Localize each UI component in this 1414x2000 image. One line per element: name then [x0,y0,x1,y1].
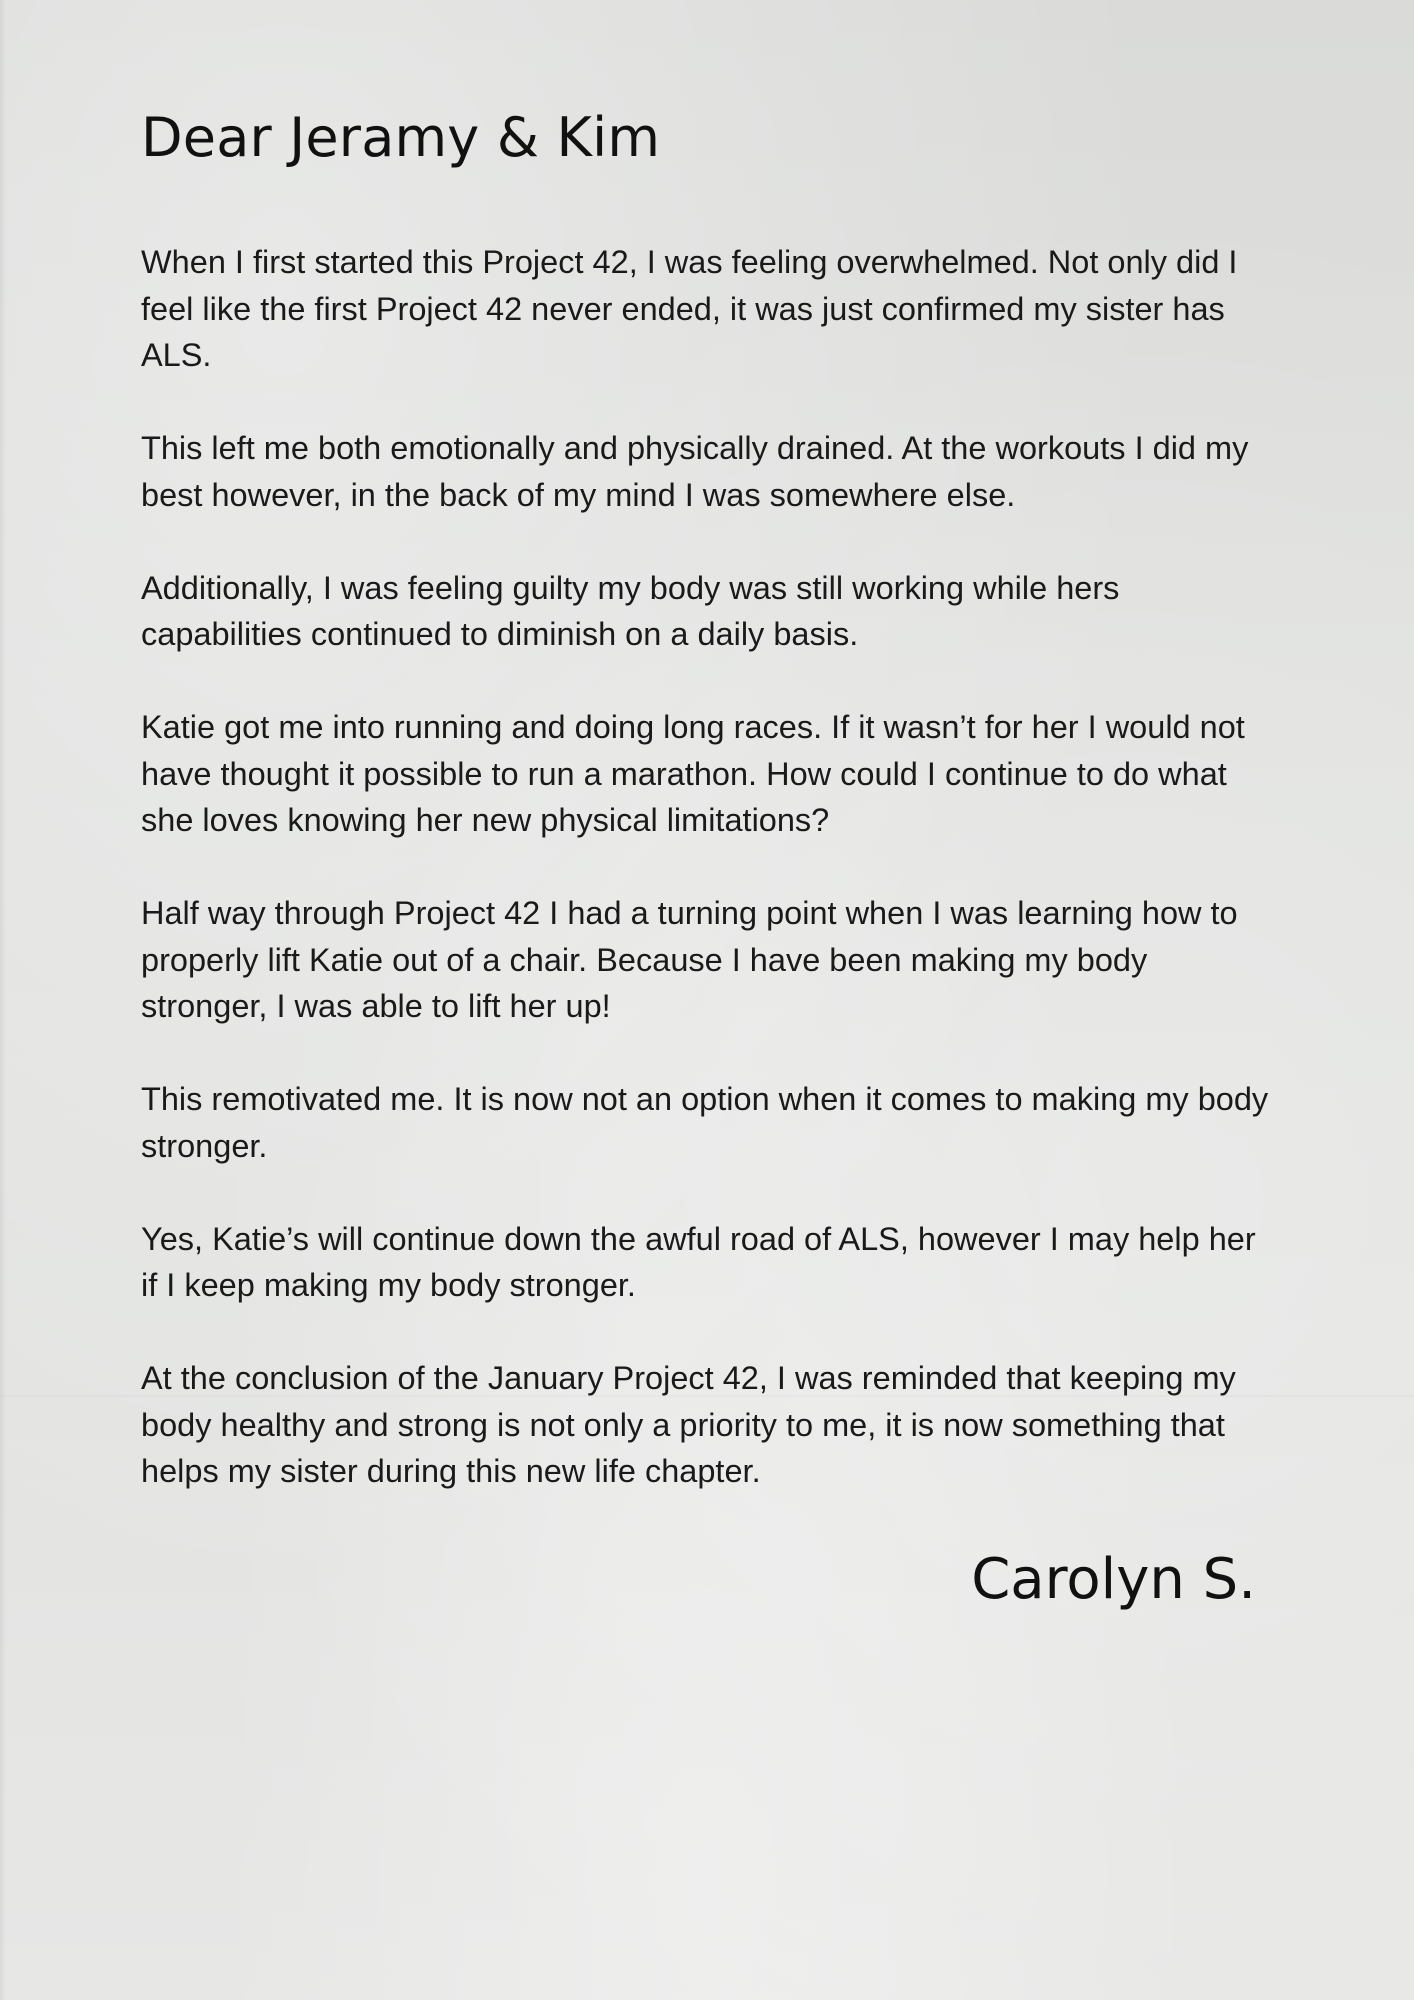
paragraph-6: This remotivated me. It is now not an option when it comes to making my body stronger. [141,1081,1269,1164]
paragraph-4: Katie got me into running and doing long races. If it wasn’t for her I would not have thought it possible to run a marathon. How could I continue to do what she loves knowing her new physical limitations? [141,709,1245,838]
paper-edge-shadow [0,0,6,2000]
letter-body [141,239,1271,1541]
paragraph-8: At the conclusion of the January Project 42, I was reminded that keeping my body healthy and strong is not only a priority to me, it is now something that helps my sister during this new life chapter. [141,1360,1236,1489]
paragraph-3: Additionally, I was feeling guilty my body was still working while hers capabilities continued to diminish on a daily basis. [141,569,1120,652]
paragraph-7: Yes, Katie’s will continue down the awful road of ALS, however I may help her if I keep making my body stronger. [141,1220,1256,1303]
letter-signature: Carolyn S. [971,1547,1256,1612]
paragraph-5: Half way through Project 42 I had a turning point when I was learning how to properly lift Katie out of a chair. Because I have been making my body stronger, I was able to lift her up! [141,895,1238,1024]
paragraph-2: This left me both emotionally and physically drained. At the workouts I did my best however, in the back of my mind I was somewhere else. [141,430,1249,513]
paragraph-1: When I first started this Project 42, I was feeling overwhelmed. Not only did I feel like the first Project 42 never ended, it was just confirmed my sister has ALS. [141,244,1238,373]
letter-greeting: Dear Jeramy & Kim [141,106,661,169]
